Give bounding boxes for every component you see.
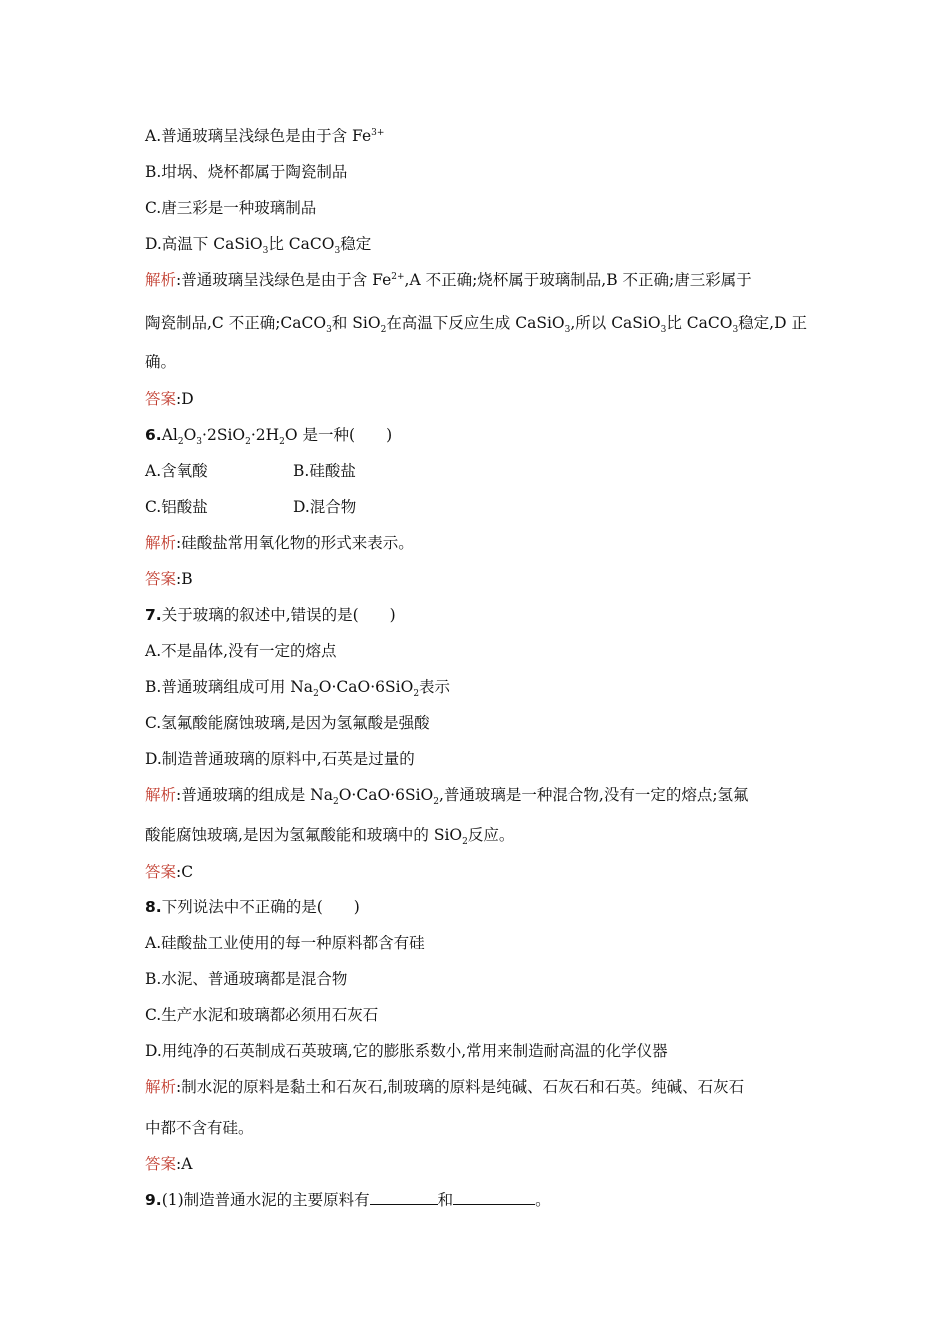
q6-answer: 答案:B bbox=[145, 570, 193, 588]
q5-explanation-line2: 陶瓷制品,C 不正确;CaCO$_3$和 SiO$_2$在高温下反应生成 CaSiO$_3$,所以 CaSiO$_3$比 CaCO$_3$稳定,D 正 bbox=[145, 314, 807, 336]
q9-blank-1[interactable] bbox=[370, 1190, 438, 1205]
q7-option-d: D.制造普通玻璃的原料中,石英是过量的 bbox=[145, 750, 415, 768]
q5-option-a: A.普通玻璃呈浅绿色是由于含 $Fe^{3+}$ bbox=[145, 127, 385, 145]
q8-option-a: A.硅酸盐工业使用的每一种原料都含有硅 bbox=[145, 934, 425, 952]
q6-option-c: C.铝酸盐 bbox=[145, 498, 208, 516]
q6-options-row2 bbox=[145, 497, 545, 517]
q5-explanation-line3: 确。 bbox=[145, 353, 177, 371]
q8-option-c: C.生产水泥和玻璃都必须用石灰石 bbox=[145, 1006, 379, 1024]
q5-option-d: D.高温下 CaSiO$_3$比 CaCO$_3$稳定 bbox=[145, 235, 372, 257]
q8-option-b: B.水泥、普通玻璃都是混合物 bbox=[145, 970, 348, 988]
q7-answer: 答案:C bbox=[145, 863, 194, 881]
q7-option-a: A.不是晶体,没有一定的熔点 bbox=[145, 642, 337, 660]
q6-option-d: D.混合物 bbox=[293, 498, 357, 516]
q7-option-c: C.氢氟酸能腐蚀玻璃,是因为氢氟酸是强酸 bbox=[145, 714, 430, 732]
q6-option-b: B.硅酸盐 bbox=[293, 462, 356, 480]
q6-options-row1 bbox=[145, 461, 545, 481]
q9-blank-2[interactable] bbox=[453, 1190, 535, 1205]
q7-stem: 7.关于玻璃的叙述中,错误的是( ) bbox=[145, 606, 396, 624]
q7-option-b: B.普通玻璃组成可用 $Na_2O\cdot CaO\cdot 6SiO_2$表示 bbox=[145, 678, 451, 700]
q7-explanation: 解析:普通玻璃的组成是 $Na_2O\cdot CaO\cdot 6SiO_2$,普通玻璃是一种混合物,没有一定的熔点;氢氟 bbox=[145, 786, 749, 808]
q5-answer: 答案:D bbox=[145, 390, 194, 408]
q6-option-a: A.含氧酸 bbox=[145, 462, 208, 480]
q7-explanation-line2: 酸能腐蚀玻璃,是因为氢氟酸能和玻璃中的 SiO$_2$反应。 bbox=[145, 826, 515, 848]
q8-explanation-line2: 中都不含有硅。 bbox=[145, 1119, 254, 1137]
q8-option-d: D.用纯净的石英制成石英玻璃,它的膨胀系数小,常用来制造耐高温的化学仪器 bbox=[145, 1042, 668, 1060]
q9-stem: 9.(1)制造普通水泥的主要原料有 和 。 bbox=[145, 1191, 551, 1209]
q6-stem: $6.Al_2O_3\cdot 2SiO_2\cdot 2H_2O$ 是一种( ) bbox=[145, 426, 393, 448]
q8-stem: 8.下列说法中不正确的是( ) bbox=[145, 898, 360, 916]
q5-explanation: 解析:普通玻璃呈浅绿色是由于含 $Fe^{2+},A$ 不正确;烧杯属于玻璃制品,B 不正确;唐三彩属于 bbox=[145, 271, 752, 289]
q6-explanation: 解析:硅酸盐常用氧化物的形式来表示。 bbox=[145, 534, 414, 552]
q5-option-b: B.坩埚、烧杯都属于陶瓷制品 bbox=[145, 163, 348, 181]
q8-answer: 答案:A bbox=[145, 1155, 193, 1173]
q5-option-c: C.唐三彩是一种玻璃制品 bbox=[145, 199, 317, 217]
q8-explanation: 解析:制水泥的原料是黏土和石灰石,制玻璃的原料是纯碱、石灰石和石英。纯碱、石灰石 bbox=[145, 1078, 745, 1096]
